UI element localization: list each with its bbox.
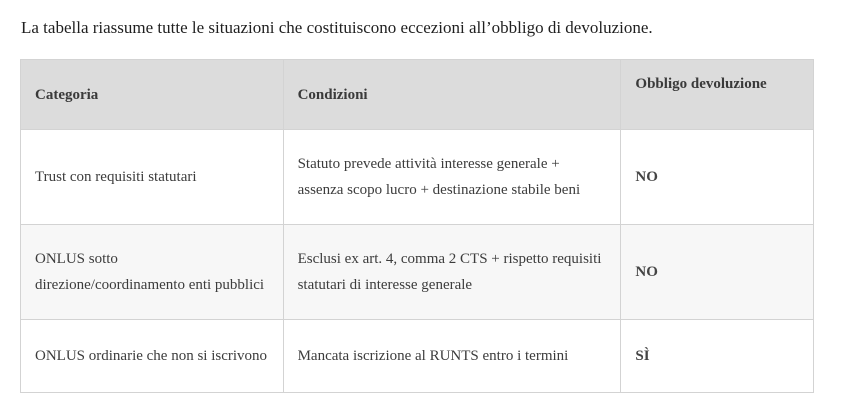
- cell-condizioni: Esclusi ex art. 4, comma 2 CTS + rispetto requisiti statutari di interesse generale: [283, 225, 621, 320]
- header-obbligo-devoluzione: Obbligo devoluzione: [621, 60, 814, 130]
- cell-condizioni: Mancata iscrizione al RUNTS entro i termini: [283, 320, 621, 393]
- cell-categoria: ONLUS ordinarie che non si iscrivono: [21, 320, 284, 393]
- table-row: [21, 130, 814, 225]
- intro-paragraph: La tabella riassume tutte le situazioni che costituiscono eccezioni all’obbligo di devoluzione.: [21, 18, 653, 37]
- cell-obbligo: NO: [621, 130, 814, 225]
- header-row: [21, 60, 814, 130]
- table-row: [21, 320, 814, 393]
- cell-obbligo: NO: [621, 225, 814, 320]
- cell-condizioni: Statuto prevede attività interesse generale + assenza scopo lucro + destinazione stabile beni: [283, 130, 621, 225]
- table-header: [21, 60, 814, 130]
- table-row: [21, 225, 814, 320]
- devoluzione-exceptions-table: [20, 59, 814, 393]
- header-categoria: Categoria: [21, 60, 284, 130]
- header-condizioni: Condizioni: [283, 60, 621, 130]
- cell-categoria: ONLUS sotto direzione/coordinamento enti pubblici: [21, 225, 284, 320]
- table-body: [21, 130, 814, 393]
- cell-categoria: Trust con requisiti statutari: [21, 130, 284, 225]
- cell-obbligo: SÌ: [621, 320, 814, 393]
